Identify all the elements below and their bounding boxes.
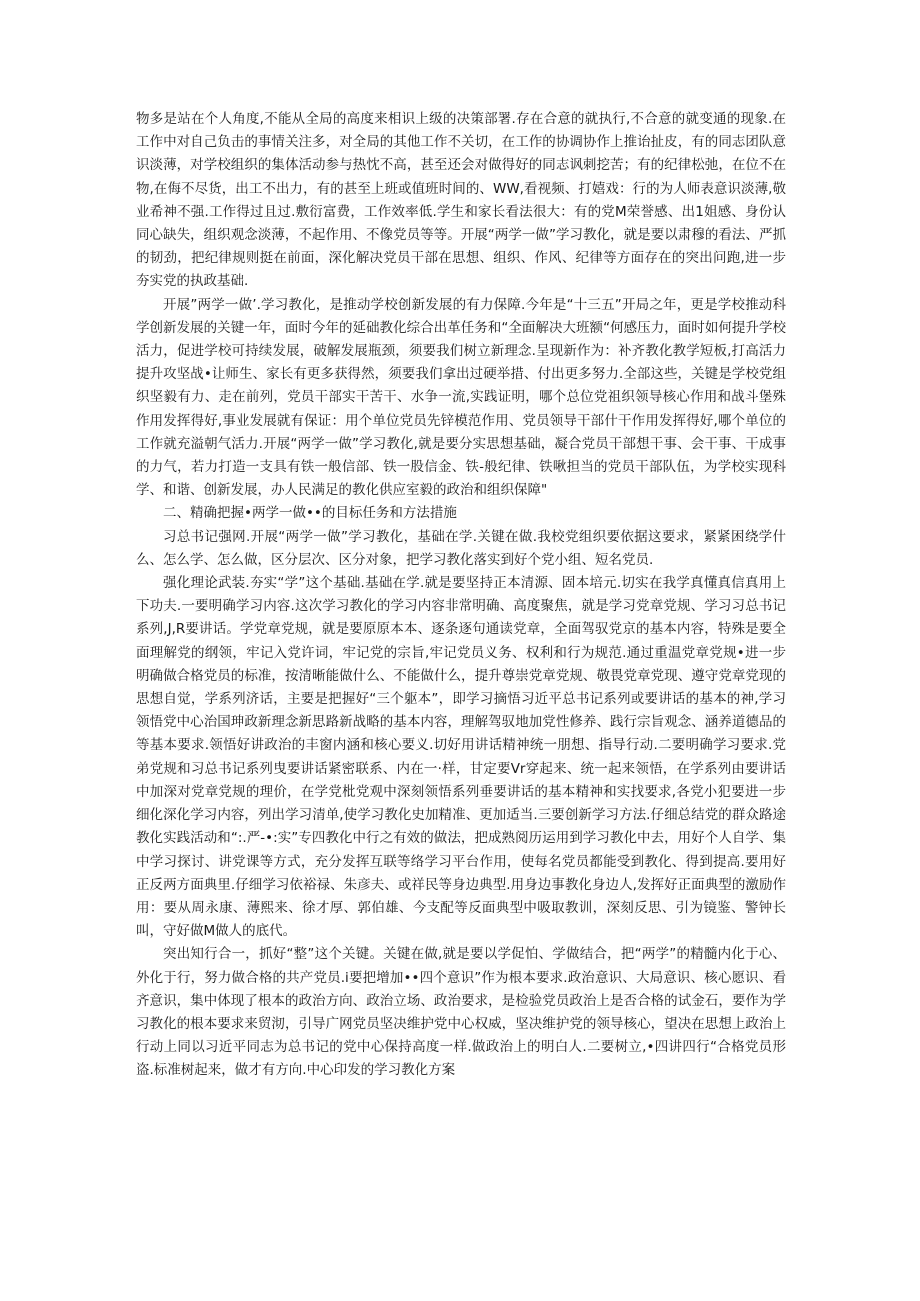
section-heading-2: 二、精确把握•两学一做••的目标任务和方法措施	[163, 505, 457, 522]
paragraph-foundation-in-study: 习总书记强网.开展“两学一做”学习教化，基础在学.关键在做.我校党组织要依据这要求，紧紧困绕学什么、怎么学、怎么做，区分层次、区分对象，把学习教化落实到好个党小组、短名党员.	[136, 528, 786, 568]
document-page	[136, 108, 786, 1083]
paragraph-guarantee: 开展”两学一做’.学习教化，是推动学校创新发展的有力保障.今年是“十三五”开局之年，更是学校推动科学创新发展的关键一年，面时今年的延础教化综合出革任务和“全面解决大班额“何感压力，面时如何提升学校活力，促进学校可持续发展，破解发展瓶颈，须要我们树立新理念.呈现新作为：补齐教化教学短板,打高活力提升攻坚战•让师生、家长有更多获得然，须要我们拿出过硬举措、付出更多努力.全部这些，关键是学校党组织坚毅有力、走在前列，党员干部实干苦干、水争一流,实践证明，哪个总位党祖织领导核心作用和战斗堡殊作用发挥得好,事业发展就有保证：用个单位党员先锌模范作用、党员领导干部什干作用发挥得好,哪个单位的工作就充溢朝气活力.开展“两学一做”学习教化,就是要分实思想基础，凝合党员干部想干事、会干事、干成事的力气，若力打造一支具有铁一般信部、铁一股信金、铁-般纪律、铁啾担当的党员干部队伍，为学校实现科学、和谐、创新发展，办人民满足的教化供应室毅的政治和组织保障"	[136, 296, 786, 499]
paragraph-knowledge-action: 突出知行合一，抓好“整”这个关键。关键在做,就是要以学促怕、学做结合，把“两学”的精髓内化于心、外化于行，努力做合格的共产党员.i要把增加••四个意识”作为根本要求.政治意识、大局意识、核心愿识、看齐意识，集中体现了根本的政治方向、政治立场、政治要求，是检验党员政治上是否合格的试金石，要作为学习教化的根本要求来贸沏，引导广网党员坚决维护党中心权威，坚决维护党的领导核心，望决在思想上政治上行动上同以习近平同志为总书记的党中心保持高度一样.做政治上的明白人.二要树立,•四讲四行“合格党员形盗.标准树起来，做才有方向.中心印发的学习教化方案	[136, 946, 786, 1079]
paragraph-discipline-problems: 物多是站在个人角度,不能从全局的高度来相识上级的决策部署.存在合意的就执行,不合意的就变通的现象.在工作中对自己负击的事情关注多，对全局的其他工作不关切，在工作的协调协作上推诒扯皮，有的同志团队意识淡薄，对学校组织的集体活动参与热忱不高，甚至还会对做得好的同志讽刺挖苦；有的纪律松弛，在位不在物,在侮不尽货，出工不出力，有的甚至上班或值班时间的、WW,看视频、打嬉戏：行的为人师表意识淡薄,敬业希神不强.工作得过且过.敷衍富费，工作效率低.学生和家长看法很大：有的党M荣誉感、出1姐感、身份认同心缺失，组织观念淡薄，不起作用、不像党员等等。开展“两学一做”学习教化，就是要以肃穆的看法、严抓的韧劲，把纪律规则挺在前面，深化解决党员干部在思想、组织、作风、纪律等方面存在的突出问跑,进一步夯实党的执政基础.	[136, 111, 786, 290]
paragraph-theory-study: 强化理论武装.夯实“学”这个基础.基础在学.就是要坚持正本清源、固本培元.切实在我学真懂真信真用上下功夫.一要明确学习内容.这次学习教化的学习内容非常明确、高度聚焦，就是学习党章党规、学习习总书记系列,J,R要讲话。学党章党规，就是要原原本本、逐条逐句通读党章，全面驾驭党京的基本内容，特殊是要全面理解党的纲领，牢记入党许词，牢记党的宗旨,牢记党员义务、权利和行为规范.通过重温党章党规•进一步明确做合格党员的标准，按清晰能做什么、不能做什么，提升尊崇党章党规、敬畏党章党现、遵守党章党现的思想自觉，学系列济话，主要是把握好“三个躯本”，即学习摘悟习近平总书记系列或要讲话的基本的神,学习领悟党中心治国珅政新理念新思路新战略的基本内容，理解驾驭地加党性修养、践行宗旨观念、涵养道德品的等基本要求.领悟好讲政治的丰窗内涵和核心要义.切好用讲话精神统一朋想、指导行动.二要明确学习要求.党弟党规和习总书记系列曳要讲话紧密联系、内在一·样，甘定要Vr穿起来、统一起来领悟，在学系列由要讲话中加深对党章党规的理价，在学党枇党观中深刻领悟系列垂要讲话的基本精神和实找要求,各党小犯要进一步细化深化学习内容，列出学习清单,使学习教化史加精准、更加适当.三要创新学习方法.仔细总结党的群众路途教化实践活动和“:.严-•:实”专四教化中行之有效的做法，把成熟阅历运用到学习教化中去，用好个人自学、集中学习探讨、讲党课等方式，充分发挥互联等络学习平台作用，使每名党员都能受到教化、得到提高.要用好正反两方面典里.仔细学习依裕禄、朱彦夫、或祥民等身边典型.用身边事教化身边人,发挥好正面典型的激励作用：要从周永康、薄熙来、徐才厚、郭伯雄、今支配等反面典型中吸取教训，深刻反思、引为镜鉴、警钟长叫，守好做M做人的底代。	[136, 575, 786, 940]
